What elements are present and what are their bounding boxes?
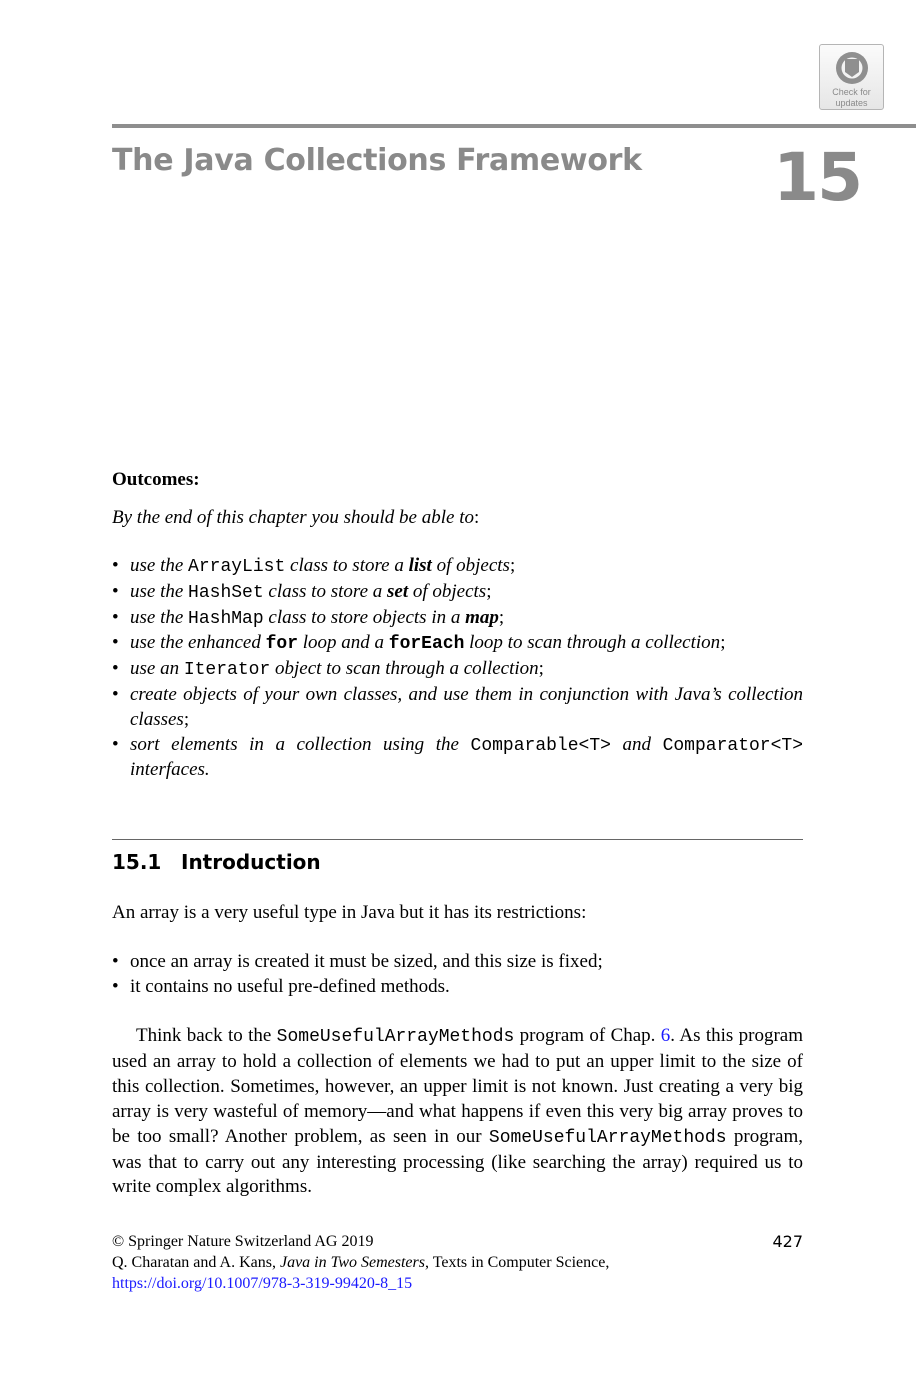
section-heading [112,848,321,876]
outcome-text: loop and a [298,632,389,654]
outcome-punct: ; [720,632,726,654]
badge-line-1: Check for [832,87,871,97]
code-comparator: Comparator<T> [662,735,804,756]
outcomes-list [112,554,803,783]
outcome-text: use the [130,555,189,576]
outcome-text: and [610,733,663,755]
outcome-text: class to store a [285,555,409,576]
code-hashset: HashSet [188,582,264,603]
outcome-text: use the enhanced [130,632,266,654]
section-rule [112,839,803,840]
page-number: 427 [772,1232,803,1251]
citation-book: Java in Two Semesters [279,1254,425,1271]
bullet: • [112,975,119,997]
restriction-text: it contains no useful pre-defined methods. [130,975,450,997]
outcomes-intro-text: By the end of this chapter you should be able to [112,507,474,528]
outcome-text: of objects [431,555,510,576]
copyright: © Springer Nature Switzerland AG 2019 [112,1233,374,1250]
citation-series: , Texts in Computer Science, [424,1254,610,1271]
outcome-punct: ; [498,606,505,628]
bullet: • [112,632,119,654]
chapter-link[interactable]: 6 [660,1025,671,1046]
outcome-text: use the [130,580,189,602]
outcome-item [112,733,803,784]
outcomes-heading: Outcomes: [112,469,200,490]
section-title: Introduction [181,850,321,874]
bullet: • [112,733,119,755]
outcome-text: sort elements in a collection using the [130,733,471,755]
outcome-item [112,657,803,683]
code-iterator: Iterator [183,660,271,681]
code-comparable: Comparable<T> [470,735,611,756]
restriction-item [112,975,803,1000]
outcome-item [112,631,803,657]
body-paragraph [112,1024,803,1200]
bullet: • [112,555,119,576]
code-someusefularraymethods: SomeUsefulArrayMethods [276,1027,515,1047]
outcome-item [112,606,803,632]
outcome-item [112,683,803,733]
restriction-text: once an array is created it must be sized, and this size is fixed; [130,951,603,972]
body-text: Think back to the [136,1025,277,1046]
check-for-updates-icon [834,50,870,86]
footer [112,1231,803,1294]
outcome-text: use an [130,658,184,680]
check-for-updates-badge[interactable] [819,44,884,110]
bullet: • [112,658,119,680]
citation [112,1252,803,1273]
code-foreach: forEach [388,634,465,655]
code-hashmap: HashMap [188,608,264,629]
outcome-text: class to store a [263,580,387,602]
outcome-text: of objects [408,580,487,602]
code-arraylist: ArrayList [188,557,286,577]
restriction-item [112,950,803,975]
bullet: • [112,606,119,628]
badge-line-2: updates [835,98,868,108]
chapter-title: The Java Collections Framework [112,143,642,178]
outcome-text: loop to scan through a collection [464,632,721,654]
outcome-text: class to store objects in a [263,606,466,628]
section-intro: An array is a very useful type in Java but it has its restrictions: [112,902,587,923]
citation-authors: Q. Charatan and A. Kans, [112,1254,280,1271]
outcome-text: object to scan through a collection [270,658,539,680]
outcome-punct: ; [183,708,190,730]
bullet: • [112,951,119,972]
outcome-text: create objects of your own classes, and use them in conjunction with Java’s collection classes [130,683,803,730]
code-for: for [265,634,298,655]
outcome-item [112,580,803,606]
chapter-number: 15 [773,139,861,216]
chapter-top-rule [112,124,916,128]
outcome-item [112,554,803,580]
body-text: program, was that to carry out any interesting processing (like searching the array) required us to write complex algorithms. [112,1125,803,1198]
emphasis-map: map [465,606,499,628]
outcome-punct: ; [509,555,516,576]
outcome-punct: ; [486,580,492,602]
emphasis-set: set [387,580,409,602]
outcome-text: interfaces. [130,759,210,781]
restrictions-list [112,950,803,1000]
bullet: • [112,683,119,705]
body-text: program of Chap. [514,1025,661,1046]
code-someusefularraymethods: SomeUsefulArrayMethods [488,1127,727,1148]
bullet: • [112,580,119,602]
section-number: 15.1 [112,850,162,874]
outcome-punct: ; [538,658,544,680]
emphasis-list: list [408,555,432,576]
body-text: . As this program used an array to hold a collection of elements we had to put an upper limit to the size of this collection. Sometimes, however, an upper limit is not known. Just creating a very big array is very wasteful of memory—and what happens if even this very big array proves to be too small? Another problem, as seen in our [112,1025,803,1147]
outcomes-intro [112,505,803,530]
outcome-text: use the [130,606,189,628]
doi-link[interactable]: https://doi.org/10.1007/978-3-319-99420-8_15 [112,1275,413,1292]
outcomes-intro-colon: : [473,507,480,528]
